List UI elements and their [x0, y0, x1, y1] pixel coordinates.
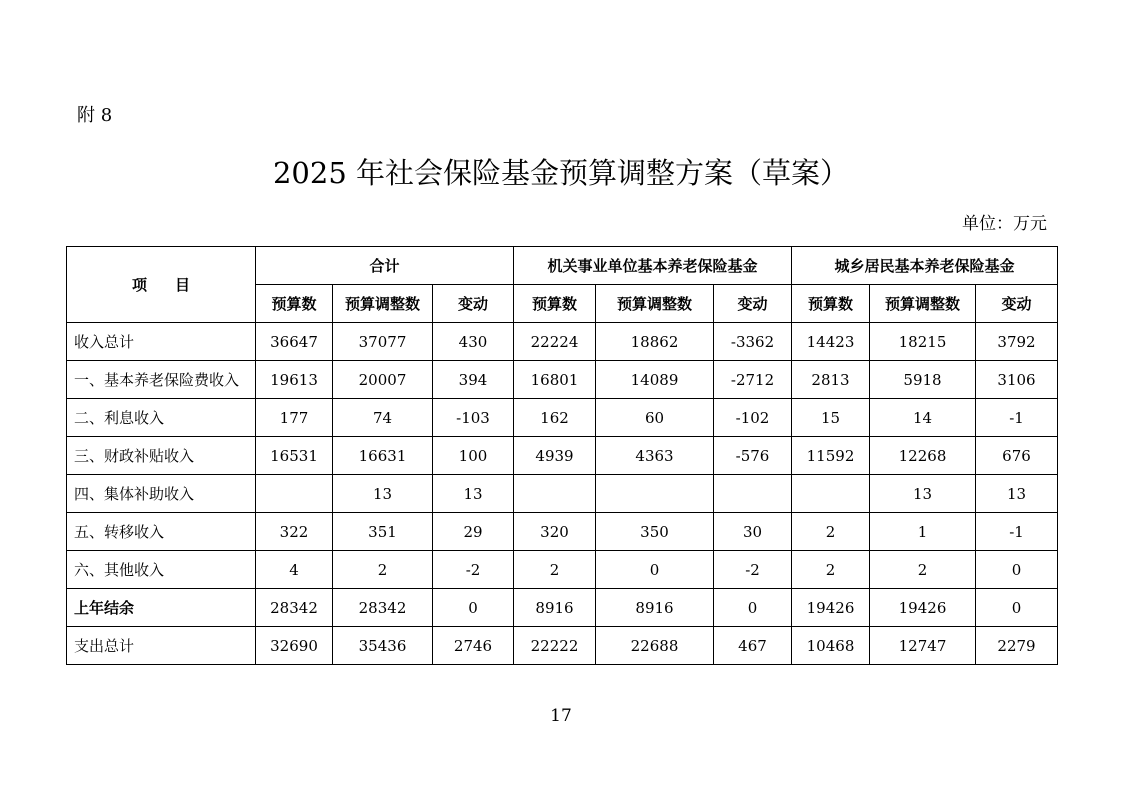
row-label: 二、利息收入 [67, 399, 256, 437]
table-row-total-income [67, 323, 1058, 361]
row-label: 支出总计 [67, 627, 256, 665]
table-cell: 4363 [596, 437, 714, 475]
table-cell: 14423 [792, 323, 870, 361]
table-cell: 0 [433, 589, 514, 627]
table-cell: 13 [976, 475, 1058, 513]
table-row-other-income [67, 551, 1058, 589]
table-cell: 0 [596, 551, 714, 589]
table-cell: 2813 [792, 361, 870, 399]
table-cell: -102 [714, 399, 792, 437]
table-row-total-expenditure [67, 627, 1058, 665]
table-cell: 11592 [792, 437, 870, 475]
table-cell: 30 [714, 513, 792, 551]
sub-header-budget: 预算数 [514, 285, 596, 323]
table-cell: 19613 [256, 361, 333, 399]
table-cell: -103 [433, 399, 514, 437]
table-cell: 4939 [514, 437, 596, 475]
table-cell: 14 [870, 399, 976, 437]
table-cell: 16531 [256, 437, 333, 475]
table-cell: 60 [596, 399, 714, 437]
table-cell: -2 [714, 551, 792, 589]
table-row-premium-income [67, 361, 1058, 399]
table-cell: -1 [976, 513, 1058, 551]
table-row-fiscal-subsidy [67, 437, 1058, 475]
table-cell: 2 [333, 551, 433, 589]
table-cell: 37077 [333, 323, 433, 361]
table-cell: 430 [433, 323, 514, 361]
sub-header-change: 变动 [714, 285, 792, 323]
table-cell: 22688 [596, 627, 714, 665]
table-cell: 19426 [870, 589, 976, 627]
table-cell: 20007 [333, 361, 433, 399]
table-cell: 676 [976, 437, 1058, 475]
table-cell: 2 [514, 551, 596, 589]
table-cell: 2 [870, 551, 976, 589]
table-cell: 10468 [792, 627, 870, 665]
table-cell: 15 [792, 399, 870, 437]
table-cell [256, 475, 333, 513]
item-header-char-1: 项 [131, 276, 147, 294]
group-header-institution-pension: 机关事业单位基本养老保险基金 [514, 247, 792, 285]
table-row-interest-income [67, 399, 1058, 437]
row-label: 三、财政补贴收入 [67, 437, 256, 475]
table-cell: 18862 [596, 323, 714, 361]
table-cell: 28342 [333, 589, 433, 627]
table-cell: 2 [792, 513, 870, 551]
table-cell [792, 475, 870, 513]
item-column-header [67, 247, 256, 323]
table-cell: 12268 [870, 437, 976, 475]
table-cell: 100 [433, 437, 514, 475]
table-cell: 36647 [256, 323, 333, 361]
table-cell: 18215 [870, 323, 976, 361]
budget-table [66, 246, 1058, 665]
table-cell: 14089 [596, 361, 714, 399]
item-header-char-2: 目 [175, 276, 191, 294]
table-cell: 8916 [596, 589, 714, 627]
table-cell: 2746 [433, 627, 514, 665]
table-cell: 5918 [870, 361, 976, 399]
table-cell: 162 [514, 399, 596, 437]
annex-label: 附 8 [77, 105, 113, 126]
table-cell [714, 475, 792, 513]
table-cell: 8916 [514, 589, 596, 627]
sub-header-adjusted: 预算调整数 [333, 285, 433, 323]
unit-label: 单位：万元 [962, 214, 1047, 234]
document-title: 2025 年社会保险基金预算调整方案（草案） [272, 156, 850, 190]
row-label: 五、转移收入 [67, 513, 256, 551]
table-cell: 16631 [333, 437, 433, 475]
table-cell: -576 [714, 437, 792, 475]
table-cell: 0 [976, 589, 1058, 627]
row-label: 上年结余 [67, 589, 256, 627]
sub-header-adjusted: 预算调整数 [596, 285, 714, 323]
table-row-prior-year-balance [67, 589, 1058, 627]
table-cell: 29 [433, 513, 514, 551]
header-row-groups [67, 247, 1058, 285]
table-cell: 22222 [514, 627, 596, 665]
table-cell [596, 475, 714, 513]
table-cell: 3792 [976, 323, 1058, 361]
row-label: 四、集体补助收入 [67, 475, 256, 513]
table-cell: 350 [596, 513, 714, 551]
table-cell: 19426 [792, 589, 870, 627]
row-label: 收入总计 [67, 323, 256, 361]
sub-header-budget: 预算数 [792, 285, 870, 323]
sub-header-change: 变动 [976, 285, 1058, 323]
table-cell: -2712 [714, 361, 792, 399]
table-cell: 13 [333, 475, 433, 513]
table-cell: 16801 [514, 361, 596, 399]
table-cell: 351 [333, 513, 433, 551]
table-cell: -1 [976, 399, 1058, 437]
table-cell: 320 [514, 513, 596, 551]
table-cell: 177 [256, 399, 333, 437]
table-cell: 322 [256, 513, 333, 551]
table-cell: 3106 [976, 361, 1058, 399]
sub-header-change: 变动 [433, 285, 514, 323]
page-number: 17 [550, 706, 572, 726]
table-cell: 35436 [333, 627, 433, 665]
table-cell: 2 [792, 551, 870, 589]
table-cell: 32690 [256, 627, 333, 665]
table-cell: -2 [433, 551, 514, 589]
table-cell: 1 [870, 513, 976, 551]
group-header-resident-pension: 城乡居民基本养老保险基金 [792, 247, 1058, 285]
table-cell: 4 [256, 551, 333, 589]
sub-header-adjusted: 预算调整数 [870, 285, 976, 323]
table-row-transfer-income [67, 513, 1058, 551]
table-cell: -3362 [714, 323, 792, 361]
sub-header-budget: 预算数 [256, 285, 333, 323]
table-cell [514, 475, 596, 513]
row-label: 六、其他收入 [67, 551, 256, 589]
table-cell: 22224 [514, 323, 596, 361]
table-cell: 28342 [256, 589, 333, 627]
table-cell: 13 [870, 475, 976, 513]
row-label: 一、基本养老保险费收入 [67, 361, 256, 399]
table-cell: 74 [333, 399, 433, 437]
table-cell: 2279 [976, 627, 1058, 665]
group-header-total: 合计 [256, 247, 514, 285]
table-cell: 0 [976, 551, 1058, 589]
table-cell: 467 [714, 627, 792, 665]
table-cell: 13 [433, 475, 514, 513]
table-cell: 394 [433, 361, 514, 399]
table-row-collective-subsidy [67, 475, 1058, 513]
table-cell: 12747 [870, 627, 976, 665]
table-cell: 0 [714, 589, 792, 627]
